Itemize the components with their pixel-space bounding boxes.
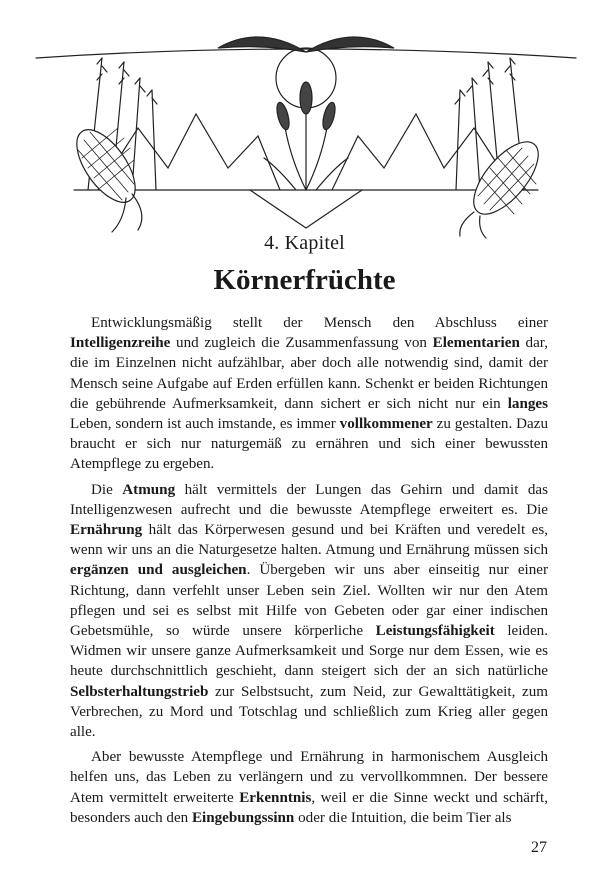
corn-cob-left-icon — [66, 120, 147, 232]
bold-term: Erkenntnis — [239, 789, 312, 806]
text-run: zur Selbstsucht, zum Neid, zur Gewalttätigkeit, zum Verbrechen, zu Mord und Totschlag und schließlich zum Krieg aller gegen alle. — [70, 683, 548, 741]
text-run: dar, die im Einzelnen nicht aufzählbar, aber doch alle notwendig sind, damit der Mensch seine Aufgabe auf Erden erfüllen kann. Schenkt er beiden Richtungen die gebührende Aufmerksamkeit, dann sichert er sich nicht nur ein — [70, 335, 549, 412]
text-run: zu gestalten. Dazu braucht er sich nur naturgemäß zu ernähren und sich einer bewussten Atempflege zu ergeben. — [70, 416, 548, 473]
text-run: leiden. Widmen wir unsere ganze Aufmerksamkeit und Sorge nur dem Essen, wie es heute durchschnittlich geschieht, dann steigert sich der an sich natürliche — [70, 623, 548, 680]
page-number: 27 — [531, 839, 547, 856]
text-run: . Übergeben wir uns aber einseitig nur einer Richtung, dann verfehlt unser Leben sein Ziel. Wollten wir nur den Atem pflegen und sei es selbst mit Hilfe von Gebeten oder gar einer indischen Gebetsmühle, so würde unsere körperliche — [70, 562, 549, 640]
text-run: hält vermittels der Lungen das Gehirn und damit das Intelligenzwesen aufrecht und die bewusste Atempflege erweitert es. Die — [70, 481, 548, 518]
bold-term: Ernährung — [70, 522, 143, 539]
text-run: hält das Körperwesen gesund und bei Kräften und veredelt es, wenn wir uns an die Naturgesetze halten. Atmung und Ernährung müssen sich — [70, 522, 548, 559]
text-run: Die — [91, 481, 123, 498]
bold-term: Elementarien — [432, 335, 520, 352]
bold-term: ergänzen und ausgleichen — [70, 562, 247, 579]
body-text — [70, 313, 548, 833]
text-run: , weil er die Sinne weckt und schärft, besonders auch den — [70, 789, 548, 826]
chapter-label: 4. Kapitel — [264, 232, 345, 254]
text-run: Aber bewusste Atempflege und Ernährung in harmonischem Ausgleich helfen uns, das Leben zu verlängern und zu vervollkommnen. Der bessere Atem vermittelt erweiterte — [70, 749, 548, 806]
bold-term: Atmung — [122, 481, 176, 498]
bold-term: Intelligenzreihe — [70, 335, 171, 352]
text-run: oder die Intuition, die beim Tier als — [294, 809, 512, 826]
central-wheat-icon — [264, 82, 348, 190]
bold-term: vollkommener — [339, 416, 433, 433]
page-title: Körnerfrüchte — [213, 264, 396, 296]
text-run: Entwicklungsmäßig stellt der Mensch den Abschluss einer — [91, 315, 548, 331]
paragraph-3 — [70, 747, 548, 828]
text-run: und zugleich die Zusammenfassung von — [170, 335, 433, 352]
bold-term: langes — [507, 395, 548, 412]
paragraph-2 — [70, 480, 548, 743]
bold-term: Selbsterhaltungstrieb — [70, 683, 209, 700]
bold-term: Eingebungssinn — [191, 809, 295, 826]
text-run: Leben, sondern ist auch imstande, es immer — [70, 416, 340, 433]
horizon-arc — [36, 49, 576, 58]
corn-cob-right-icon — [460, 131, 550, 238]
bold-term: Leistungsfähigkeit — [375, 623, 495, 640]
paragraph-1 — [70, 313, 548, 475]
triangle-shape — [250, 190, 362, 228]
chapter-header-illustration — [28, 18, 584, 240]
